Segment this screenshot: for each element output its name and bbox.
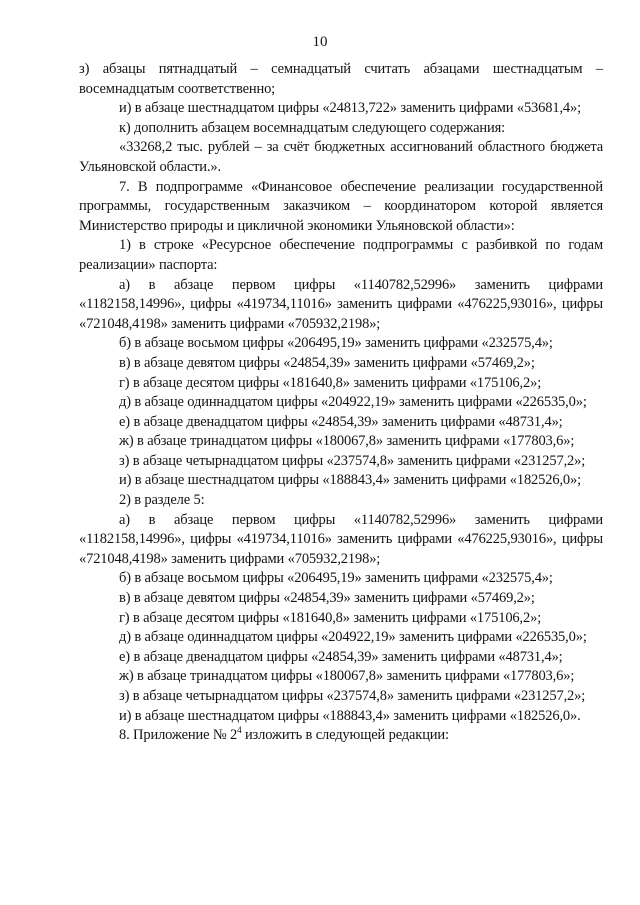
paragraph: 2) в разделе 5:: [119, 492, 205, 509]
paragraph: и) в абзаце шестнадцатом цифры «188843,4» заменить цифрами «182526,0»;: [119, 472, 581, 489]
paragraph: а) в абзаце первом цифры «1140782,52996» заменить цифрами «1182158,14996», цифры «419734,11016» заменить цифрами «476225,93016», цифры «721048,4198» заменить цифрами «705932,2198»;: [79, 511, 603, 567]
paragraph-appendix: [79, 726, 603, 746]
paragraph: д) в абзаце одиннадцатом цифры «204922,19» заменить цифрами «226535,0»;: [119, 394, 587, 411]
paragraph: «33268,2 тыс. рублей – за счёт бюджетных ассигнований областного бюджета Ульяновской области.».: [79, 139, 603, 175]
paragraph: з) в абзаце четырнадцатом цифры «237574,8» заменить цифрами «231257,2»;: [119, 452, 586, 469]
paragraph: е) в абзаце двенадцатом цифры «24854,39» заменить цифрами «48731,4»;: [119, 648, 563, 665]
paragraph: в) в абзаце девятом цифры «24854,39» заменить цифрами «57469,2»;: [119, 354, 535, 371]
appendix-text-start: 8. Приложение № 2: [119, 727, 238, 744]
paragraph: б) в абзаце восьмом цифры «206495,19» заменить цифрами «232575,4»;: [119, 570, 553, 587]
paragraph: ж) в абзаце тринадцатом цифры «180067,8» заменить цифрами «177803,6»;: [119, 433, 575, 450]
paragraph: к) дополнить абзацем восемнадцатым следующего содержания:: [119, 119, 505, 136]
paragraph: г) в абзаце десятом цифры «181640,8» заменить цифрами «175106,2»;: [119, 609, 542, 626]
paragraph: б) в абзаце восьмом цифры «206495,19» заменить цифрами «232575,4»;: [119, 335, 553, 352]
paragraph: з) абзацы пятнадцатый – семнадцатый считать абзацами шестнадцатым – восемнадцатым соответственно;: [79, 61, 603, 97]
document-body: [79, 60, 603, 746]
appendix-text-end: изложить в следующей редакции:: [241, 727, 449, 744]
appendix-superscript: 4: [237, 725, 242, 736]
paragraph: а) в абзаце первом цифры «1140782,52996» заменить цифрами «1182158,14996», цифры «419734,11016» заменить цифрами «476225,93016», цифры «721048,4198» заменить цифрами «705932,2198»;: [79, 276, 603, 332]
paragraph: ж) в абзаце тринадцатом цифры «180067,8» заменить цифрами «177803,6»;: [119, 668, 575, 685]
paragraph: и) в абзаце шестнадцатом цифры «24813,722» заменить цифрами «53681,4»;: [119, 100, 581, 117]
paragraph: е) в абзаце двенадцатом цифры «24854,39» заменить цифрами «48731,4»;: [119, 413, 563, 430]
paragraph: 7. В подпрограмме «Финансовое обеспечение реализации государственной программы, государственным заказчиком – координатором которой является Министерство природы и цикличной экономики Ульяновской области»:: [79, 178, 603, 234]
paragraph: д) в абзаце одиннадцатом цифры «204922,19» заменить цифрами «226535,0»;: [119, 629, 587, 646]
paragraph: з) в абзаце четырнадцатом цифры «237574,8» заменить цифрами «231257,2»;: [119, 688, 586, 704]
paragraph: в) в абзаце девятом цифры «24854,39» заменить цифрами «57469,2»;: [119, 590, 535, 607]
paragraph: г) в абзаце десятом цифры «181640,8» заменить цифрами «175106,2»;: [119, 374, 542, 391]
paragraph: 1) в строке «Ресурсное обеспечение подпрограммы с разбивкой по годам реализации» паспорта:: [79, 237, 603, 273]
page-number: 10: [312, 34, 328, 50]
paragraph: и) в абзаце шестнадцатом цифры «188843,4» заменить цифрами «182526,0».: [119, 707, 581, 724]
